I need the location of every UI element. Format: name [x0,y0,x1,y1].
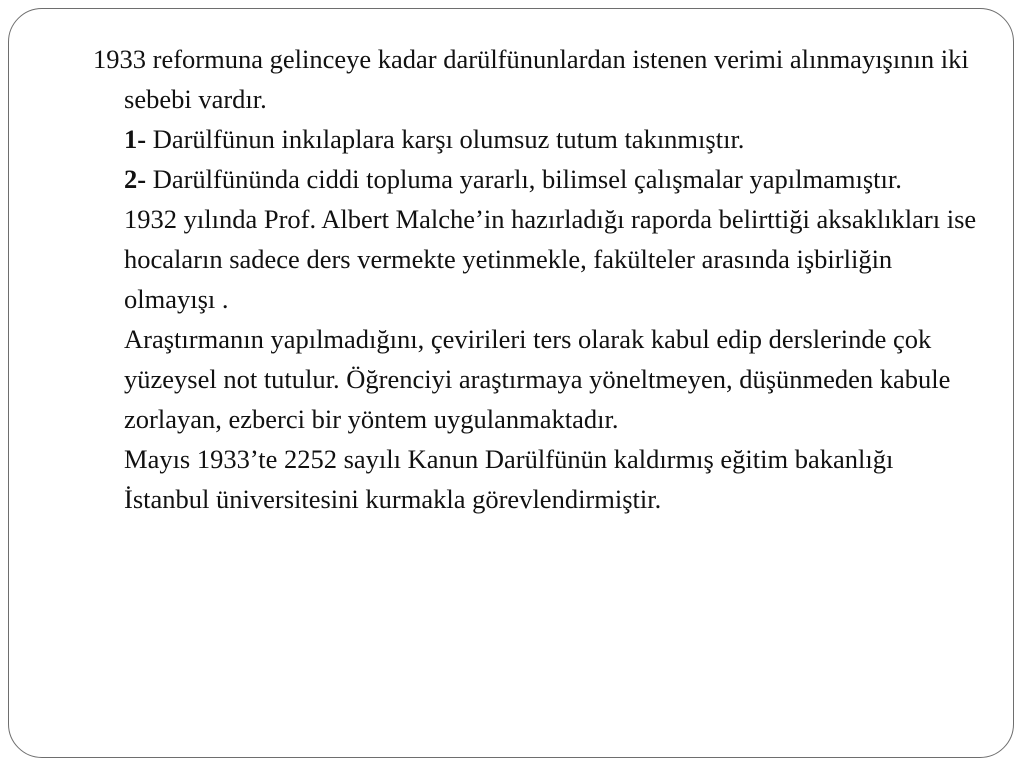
intro-paragraph [93,39,983,119]
malche-text: 1932 yılında Prof. Albert Malche’in hazırladığı raporda belirttiği aksaklıkları ise hocaların sadece ders vermekte yetinmekle, fakülteler arasında işbirliğin olmayışı . [124,204,977,314]
slide-frame [8,8,1014,758]
law-paragraph [93,439,983,519]
research-text: Araştırmanın yapılmadığını, çevirileri ters olarak kabul edip derslerinde çok yüzeysel not tutulur. Öğrenciyi araştırmaya yöneltmeyen, düşünmeden kabule zorlayan, ezberci bir yöntem uygulanmaktadır. [124,324,951,434]
reason-2-paragraph [93,159,983,199]
reason-1-text: Darülfünun inkılaplara karşı olumsuz tutum takınmıştır. [146,124,745,154]
reason-1-number: 1- [124,124,147,154]
intro-text: 1933 reformuna gelinceye kadar darülfünunlardan istenen verimi alınmayışının iki sebebi vardır. [93,44,969,114]
slide-body [93,39,983,519]
malche-paragraph [93,199,983,319]
law-text: Mayıs 1933’te 2252 sayılı Kanun Darülfünün kaldırmış eğitim bakanlığı İstanbul üniversitesini kurmakla görevlendirmiştir. [124,444,894,514]
reason-1-paragraph [93,119,983,159]
reason-2-text: Darülfününda ciddi topluma yararlı, bilimsel çalışmalar yapılmamıştır. [146,164,902,194]
reason-2-number: 2- [124,164,147,194]
research-paragraph [93,319,983,439]
